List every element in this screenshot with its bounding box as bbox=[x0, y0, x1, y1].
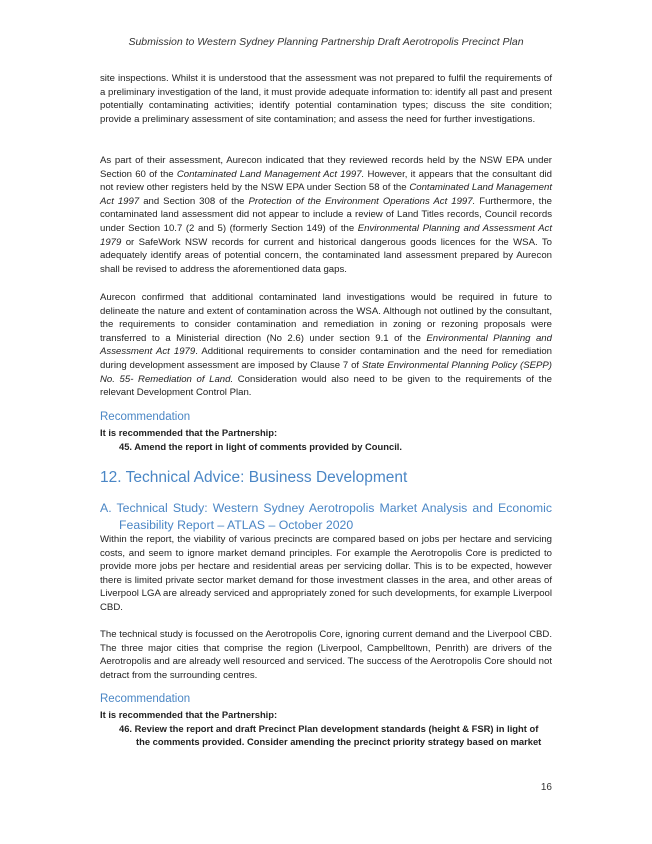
paragraph-technical-study bbox=[100, 628, 552, 682]
text-run: and Section 308 of the bbox=[139, 195, 249, 207]
text-run: or SafeWork NSW records for current and historical dangerous goods licences for the WSA. To adequately identify areas of potential concern, the contaminated land assessment prepared by Aurecon shall be revised to address the aforementioned data gaps. bbox=[100, 236, 552, 275]
recommendation-block-1 bbox=[100, 411, 552, 453]
paragraph-further-investigations bbox=[100, 291, 552, 400]
act-title: Environmental Planning and Assessment Act 1979 bbox=[100, 222, 552, 248]
section-12-heading bbox=[100, 469, 552, 487]
subsection-title: A. Technical Study: Western Sydney Aerotropolis Market Analysis and Economic Feasibility Report – ATLAS – October 2020 bbox=[100, 501, 552, 532]
text-run: Aurecon confirmed that additional contaminated land investigations would be required in future to delineate the nature and extent of contamination across the WSA. Although not outlined by the consultant, the requirements to consider contamination and remediation in zoning or rezoning proposals were transferred to a Ministerial direction (No 2.6) under section 9.1 of the bbox=[100, 292, 552, 344]
recommendation-lead: It is recommended that the Partnership: bbox=[100, 427, 278, 438]
text-run: Consideration would also need to be given to the requirements of the relevant Development Control Plan. bbox=[100, 373, 553, 399]
act-title: Environmental Planning and Assessment Act 1979 bbox=[100, 332, 552, 358]
paragraph-viability bbox=[100, 533, 552, 615]
recommendation-item: 45. Amend the report in light of comments provided by Council. bbox=[119, 441, 403, 452]
recommendation-block-2 bbox=[100, 693, 552, 749]
act-title: Protection of the Environment Operations Act 1997. bbox=[248, 195, 476, 207]
act-title: Contaminated Land Management Act 1997 bbox=[100, 182, 552, 207]
recommendation-heading: Recommendation bbox=[100, 411, 191, 423]
text-run: . Additional requirements to consider contamination and the need for remediation during development assessment are imposed by Clause 7 of bbox=[100, 346, 552, 371]
section-title: 12. Technical Advice: Business Development bbox=[100, 469, 408, 486]
page-number: 16 bbox=[540, 782, 552, 793]
policy-title: State Environmental Planning Policy (SEPP) No. 55- Remediation of Land. bbox=[100, 359, 552, 385]
section-a-heading bbox=[100, 500, 552, 534]
recommendation-heading: Recommendation bbox=[100, 693, 191, 705]
paragraph-site-inspections bbox=[100, 72, 552, 126]
paragraph-text bbox=[100, 154, 552, 276]
paragraph-text: The technical study is focussed on the Aerotropolis Core, ignoring current demand and the Liverpool CBD. The three major cities that comprise the region (Liverpool, Campbelltown, Penrith) are drivers of the Aerotropolis and are already well resourced and serviced. The success of the Aerotropolis Core should not detract from the surrounding centres. bbox=[100, 629, 552, 681]
paragraph-aurecon-records bbox=[100, 154, 552, 276]
recommendation-item: 46. Review the report and draft Precinct Plan development standards (height & FSR) in light of the comments provided. Consider amending the precinct priority strategy based on market bbox=[119, 723, 542, 748]
text-run: Furthermore, the contaminated land assessment did not appear to include a review of Land Titles records, Council records under Section 10.7 (2 and 5) (formerly Section 149) of the bbox=[100, 195, 553, 234]
paragraph-text bbox=[100, 291, 552, 400]
paragraph-text: Within the report, the viability of various precincts are compared based on jobs per hectare and servicing costs, and seem to ignore market demand principles. For example the Aerotropolis Core is predicted to provide more jobs per hectare and residential areas per servicing dollar. This is to be expected, however there is limited private sector market demand for those investment classes in the area, and other areas of Liverpool LGA are already serviced and appropriately zoned for such developments, for example Liverpool CBD. bbox=[100, 534, 552, 613]
paragraph-text: site inspections. Whilst it is understood that the assessment was not prepared to fulfil the requirements of a preliminary investigation of the land, it must provide adequate information to: identify all past and present potentially contaminating activities; identify potential contamination types; discuss the site condition; provide a preliminary assessment of site contamination; and assess the need for further investigations. bbox=[100, 73, 552, 125]
text-run: As part of their assessment, Aurecon indicated that they reviewed records held by the NSW EPA under Section 60 of the bbox=[100, 155, 552, 180]
text-run: However, it appears that the consultant did not review other registers held by the NSW EPA under Section 58 of the bbox=[100, 168, 552, 194]
recommendation-lead: It is recommended that the Partnership: bbox=[100, 709, 278, 720]
act-title: Contaminated Land Management Act 1997. bbox=[176, 168, 365, 180]
page-header: Submission to Western Sydney Planning Partnership Draft Aerotropolis Precinct Plan bbox=[128, 36, 524, 48]
